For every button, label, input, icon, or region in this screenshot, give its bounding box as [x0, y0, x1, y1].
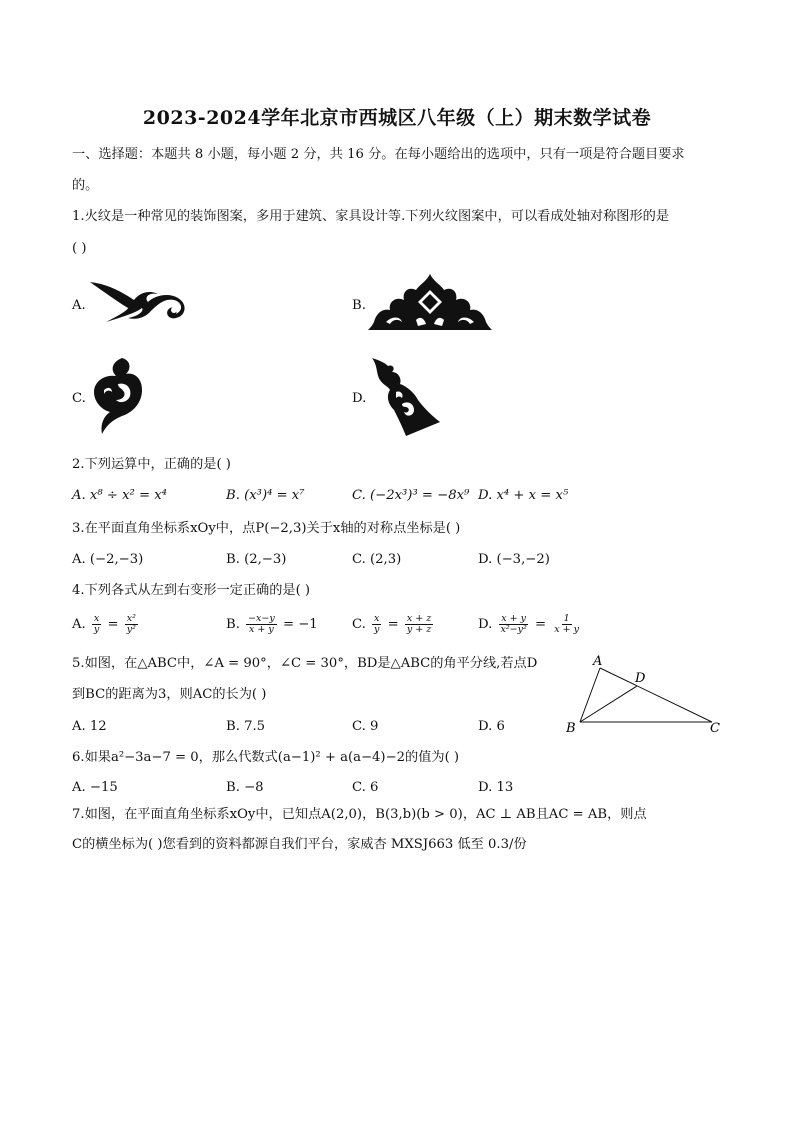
vertex-a-label: A — [593, 654, 603, 669]
q6-stem: 6.如果a²−3a−7 = 0，那么代数式(a−1)² + a(a−4)−2的值为( ) — [72, 750, 460, 765]
q1-stem-line2: ( ) — [72, 241, 87, 256]
q3-option-a[interactable]: A. (−2,−3) — [72, 552, 144, 567]
q4-option-a[interactable]: A. $\frac{x}{y}$ = $\frac{\text{x²}}{\text{y²}}$ — [72, 613, 136, 635]
q5-stem-line1: 5.如图，在△ABC中，∠A = 90°，∠C = 30°，BD是△ABC的角平分线,若点D — [72, 656, 538, 671]
fraction: $\frac{x + z}{y + z}$ — [406, 613, 432, 635]
q1-option-c-label[interactable]: C. — [72, 391, 86, 406]
fraction: $\frac{x + y}{\text{x²−y²}}$ — [500, 613, 527, 635]
q1-option-d-label[interactable]: D. — [352, 391, 367, 406]
q4-option-b[interactable]: B. $\frac{-x-y}{x + y}$ = −1 — [226, 613, 318, 635]
section1-instructions-line2: 的。 — [72, 178, 99, 193]
q2-option-a[interactable]: A. x⁸ ÷ x² = x⁴ — [72, 488, 167, 503]
q1-stem-line1: 1.火纹是一种常见的装饰图案，多用于建筑、家具设计等.下列火纹图案中，可以看成处轴对称图形的是 — [72, 209, 670, 224]
q4-option-c-label: C. — [352, 617, 366, 632]
q7-stem-line2: C的横坐标为( )您看到的资料都源自我们平台，家威杏 MXSJ663 低至 0.3/份 — [72, 837, 527, 852]
q3-stem: 3.在平面直角坐标系xOy中，点P(−2,3)关于x轴的对称点坐标是( ) — [72, 521, 461, 536]
q4-option-b-label: B. — [226, 617, 240, 632]
q6-option-d[interactable]: D. 13 — [478, 780, 514, 795]
q4-option-a-label: A. — [72, 617, 86, 632]
q2-option-b[interactable]: B. (x³)⁴ = x⁷ — [226, 488, 305, 503]
q5-stem-line2: 到BC的距离为3，则AC的长为( ) — [72, 687, 267, 702]
q6-option-a[interactable]: A. −15 — [72, 780, 118, 795]
q7-stem-line1: 7.如图，在平面直角坐标系xOy中，已知点A(2,0)，B(3,b)(b > 0)，AC ⊥ AB且AC = AB，则点 — [72, 807, 647, 822]
fire-pattern-d-icon[interactable] — [368, 356, 444, 438]
q3-option-b[interactable]: B. (2,−3) — [226, 552, 287, 567]
q2-option-c[interactable]: C. (−2x³)³ = −8x⁹ — [352, 488, 470, 503]
triangle-abc-figure — [560, 652, 726, 736]
fraction: $\frac{x}{y}$ — [93, 613, 100, 635]
q1-option-a-label[interactable]: A. — [72, 298, 86, 313]
q1-option-b-label[interactable]: B. — [352, 298, 366, 313]
point-d-label: D — [635, 671, 646, 686]
q3-option-d[interactable]: D. (−3,−2) — [478, 552, 550, 567]
q4-stem: 4.下列各式从左到右变形一定正确的是( ) — [72, 583, 311, 598]
fire-pattern-b-icon[interactable] — [368, 272, 492, 334]
vertex-b-label: B — [566, 721, 576, 736]
q3-option-c[interactable]: C. (2,3) — [352, 552, 402, 567]
q2-option-d[interactable]: D. x⁴ + x = x⁵ — [478, 488, 569, 503]
q5-option-c[interactable]: C. 9 — [352, 719, 379, 734]
page-title: 2023-2024学年北京市西城区八年级（上）期末数学试卷 — [142, 107, 652, 129]
q4-option-d-label: D. — [478, 617, 493, 632]
fraction: $\frac{\text{x²}}{\text{y²}}$ — [126, 613, 136, 635]
q2-stem: 2.下列运算中，正确的是( ) — [72, 457, 231, 472]
q4-option-c[interactable]: C. $\frac{x}{y}$ = $\frac{x + z}{y + z}$ — [352, 613, 432, 635]
fire-pattern-a-icon[interactable] — [88, 278, 192, 328]
q5-option-a[interactable]: A. 12 — [72, 719, 107, 734]
fraction: $\frac{1}{x + y}$ — [554, 613, 580, 635]
fraction: $\frac{-x-y}{x + y}$ — [248, 613, 275, 635]
vertex-c-label: C — [710, 721, 720, 736]
section1-instructions-line1: 一、选择题：本题共 8 小题，每小题 2 分，共 16 分。在每小题给出的选项中，只有一项是符合题目要求 — [72, 147, 685, 162]
fire-pattern-c-icon[interactable] — [88, 356, 148, 436]
q4-option-d[interactable]: D. $\frac{x + y}{\text{x²−y²}}$ = $\frac{1}{x + y}$ — [478, 613, 580, 635]
q5-option-b[interactable]: B. 7.5 — [226, 719, 266, 734]
q6-option-b[interactable]: B. −8 — [226, 780, 264, 795]
q6-option-c[interactable]: C. 6 — [352, 780, 379, 795]
q5-option-d[interactable]: D. 6 — [478, 719, 505, 734]
fraction: $\frac{x}{y}$ — [374, 613, 380, 635]
